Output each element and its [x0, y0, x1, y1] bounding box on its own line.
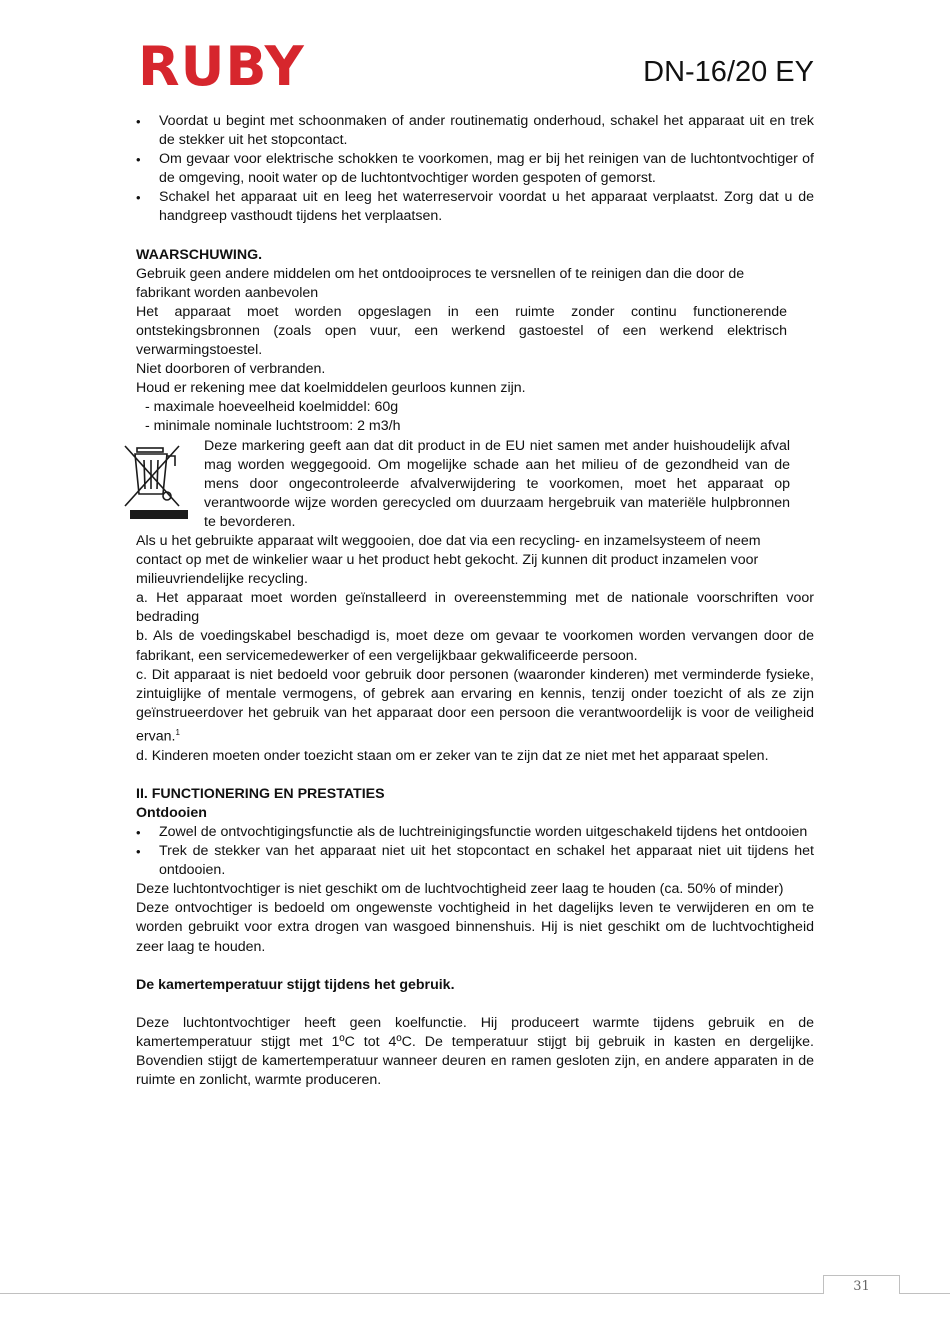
warning-paragraph: Houd er rekening mee dat koelmiddelen geurloos kunnen zijn. [136, 380, 526, 397]
weee-text: Deze markering geeft aan dat dit product in de EU niet samen met ander huishoudelijk afval mag worden weggegooid. Om mogelijke schade aan het milieu of de gezondheid van de mens door ongecontroleerde afvalverwijdering te voorkomen, moet het apparaat op verantwoorde wijze worden gerecycled om duurzaam hergebruik van materiële hulpbronnen te bevorderen. [204, 437, 790, 530]
temperature-heading: De kamertemperatuur stijgt tijdens het gebruik. [136, 976, 455, 993]
list-item: • Trek de stekker van het apparaat niet uit het stopcontact en schakel het apparaat niet uit tijdens het ontdooien. [136, 842, 814, 880]
defrost-bullets [136, 823, 814, 880]
temperature-paragraph: Deze luchtontvochtiger heeft geen koelfunctie. Hij produceert warmte tijdens gebruik en de kamertemperatuur stijgt met 1ºC tot 4ºC. De temperatuur stijgt bij gebruik in kasten en dergelijke. Bovendien stijgt de kamertemperatuur wanneer deuren en ramen gesloten zijn, en andere apparaten in de ruimte en zonlicht, warmte produceren. [136, 1014, 814, 1089]
weee-notice [136, 437, 790, 532]
item-b: b. Als de voedingskabel beschadigd is, moet deze om gevaar te voorkomen worden vervangen door de fabrikant, een servicemedewerker of een vergelijkbaar gekwalificeerde persoon. [136, 628, 814, 664]
list-item: • Schakel het apparaat uit en leeg het waterreservoir voordat u het apparaat verplaatst. Zorg dat u de handgreep vasthoudt tijdens het verplaatsen. [136, 188, 814, 226]
weee-marking-bar [130, 510, 188, 519]
airflow-rating: - minimale nominale luchtstroom: 2 m3/h [145, 418, 401, 435]
list-item: • Om gevaar voor elektrische schokken te voorkomen, mag er bij het reinigen van de luchtontvochtiger of de omgeving, nooit water op de luchtontvochtiger worden gespoten of gemorst. [136, 150, 814, 188]
usage-paragraph: Deze ontvochtiger is bedoeld om ongewenste vochtigheid in het dagelijks leven te verwijderen en om te worden gebruikt voor extra drogen van wasgoed binnenshuis. Hij is niet geschikt om de luchtvochtigheid zeer laag te houden. [136, 900, 814, 955]
item-d: d. Kinderen moeten onder toezicht staan om er zeker van te zijn dat ze niet met het apparaat spelen. [136, 747, 769, 764]
brand-logo: RUBY [138, 35, 305, 98]
maintenance-bullets [136, 112, 814, 227]
item-c: c. Dit apparaat is niet bedoeld voor gebruik door personen (waaronder kinderen) met verminderde fysieke, zintuiglijke of mentale vermogens, of gebrek aan ervaring en kennis, tenzij onder toezicht of als ze zijn geïnstrueerdover het gebruik van het apparaat door een persoon die verantwoordelijk is voor de veiligheid ervan.$^1$ [136, 666, 814, 745]
disposal-paragraph: Als u het gebruikte apparaat wilt weggooien, doe dat via een recycling- en inzamelsysteem of neem contact op met de winkelier waar u het product hebt gekocht. Zij kunnen dit product inzamelen voor milieuvriendelijke recycling. [136, 532, 761, 588]
warning-paragraph: Gebruik geen andere middelen om het ontdooiproces te versnellen of te reinigen dan die door de fabrikant worden aanbevolen [136, 265, 745, 301]
crossed-out-wheelie-bin-icon [123, 437, 181, 521]
page-content [136, 112, 814, 1090]
model-number: DN-16/20 EY [643, 56, 814, 88]
item-a: a. Het apparaat moet worden geïnstalleerd in overeenstemming met de nationale voorschriften voor bedrading [136, 590, 814, 626]
warning-paragraph: Het apparaat moet worden opgeslagen in een ruimte zonder continu functionerende ontstekingsbronnen (zoals open vuur, een werkend gastoestel of een werkend elektrisch verwarmingstoestel. [136, 303, 787, 359]
humidity-note: Deze luchtontvochtiger is niet geschikt om de luchtvochtigheid zeer laag te houden (ca. 50% of minder) [136, 881, 784, 898]
footer-rule [0, 1293, 950, 1294]
refrigerant-amount: - maximale hoeveelheid koelmiddel: 60g [145, 399, 399, 416]
list-item: • Zowel de ontvochtigingsfunctie als de luchtreinigingsfunctie worden uitgeschakeld tijdens het ontdooien [136, 823, 814, 842]
section-subheading: Ontdooien [136, 804, 207, 821]
page-number: 31 [823, 1275, 900, 1294]
list-item: • Voordat u begint met schoonmaken of ander routinematig onderhoud, schakel het apparaat uit en trek de stekker uit het stopcontact. [136, 112, 814, 150]
section-heading: II. FUNCTIONERING EN PRESTATIES [136, 785, 385, 802]
footnote-mark: 1 [175, 727, 180, 737]
warning-paragraph: Niet doorboren of verbranden. [136, 361, 326, 378]
warning-heading: WAARSCHUWING. [136, 246, 263, 263]
